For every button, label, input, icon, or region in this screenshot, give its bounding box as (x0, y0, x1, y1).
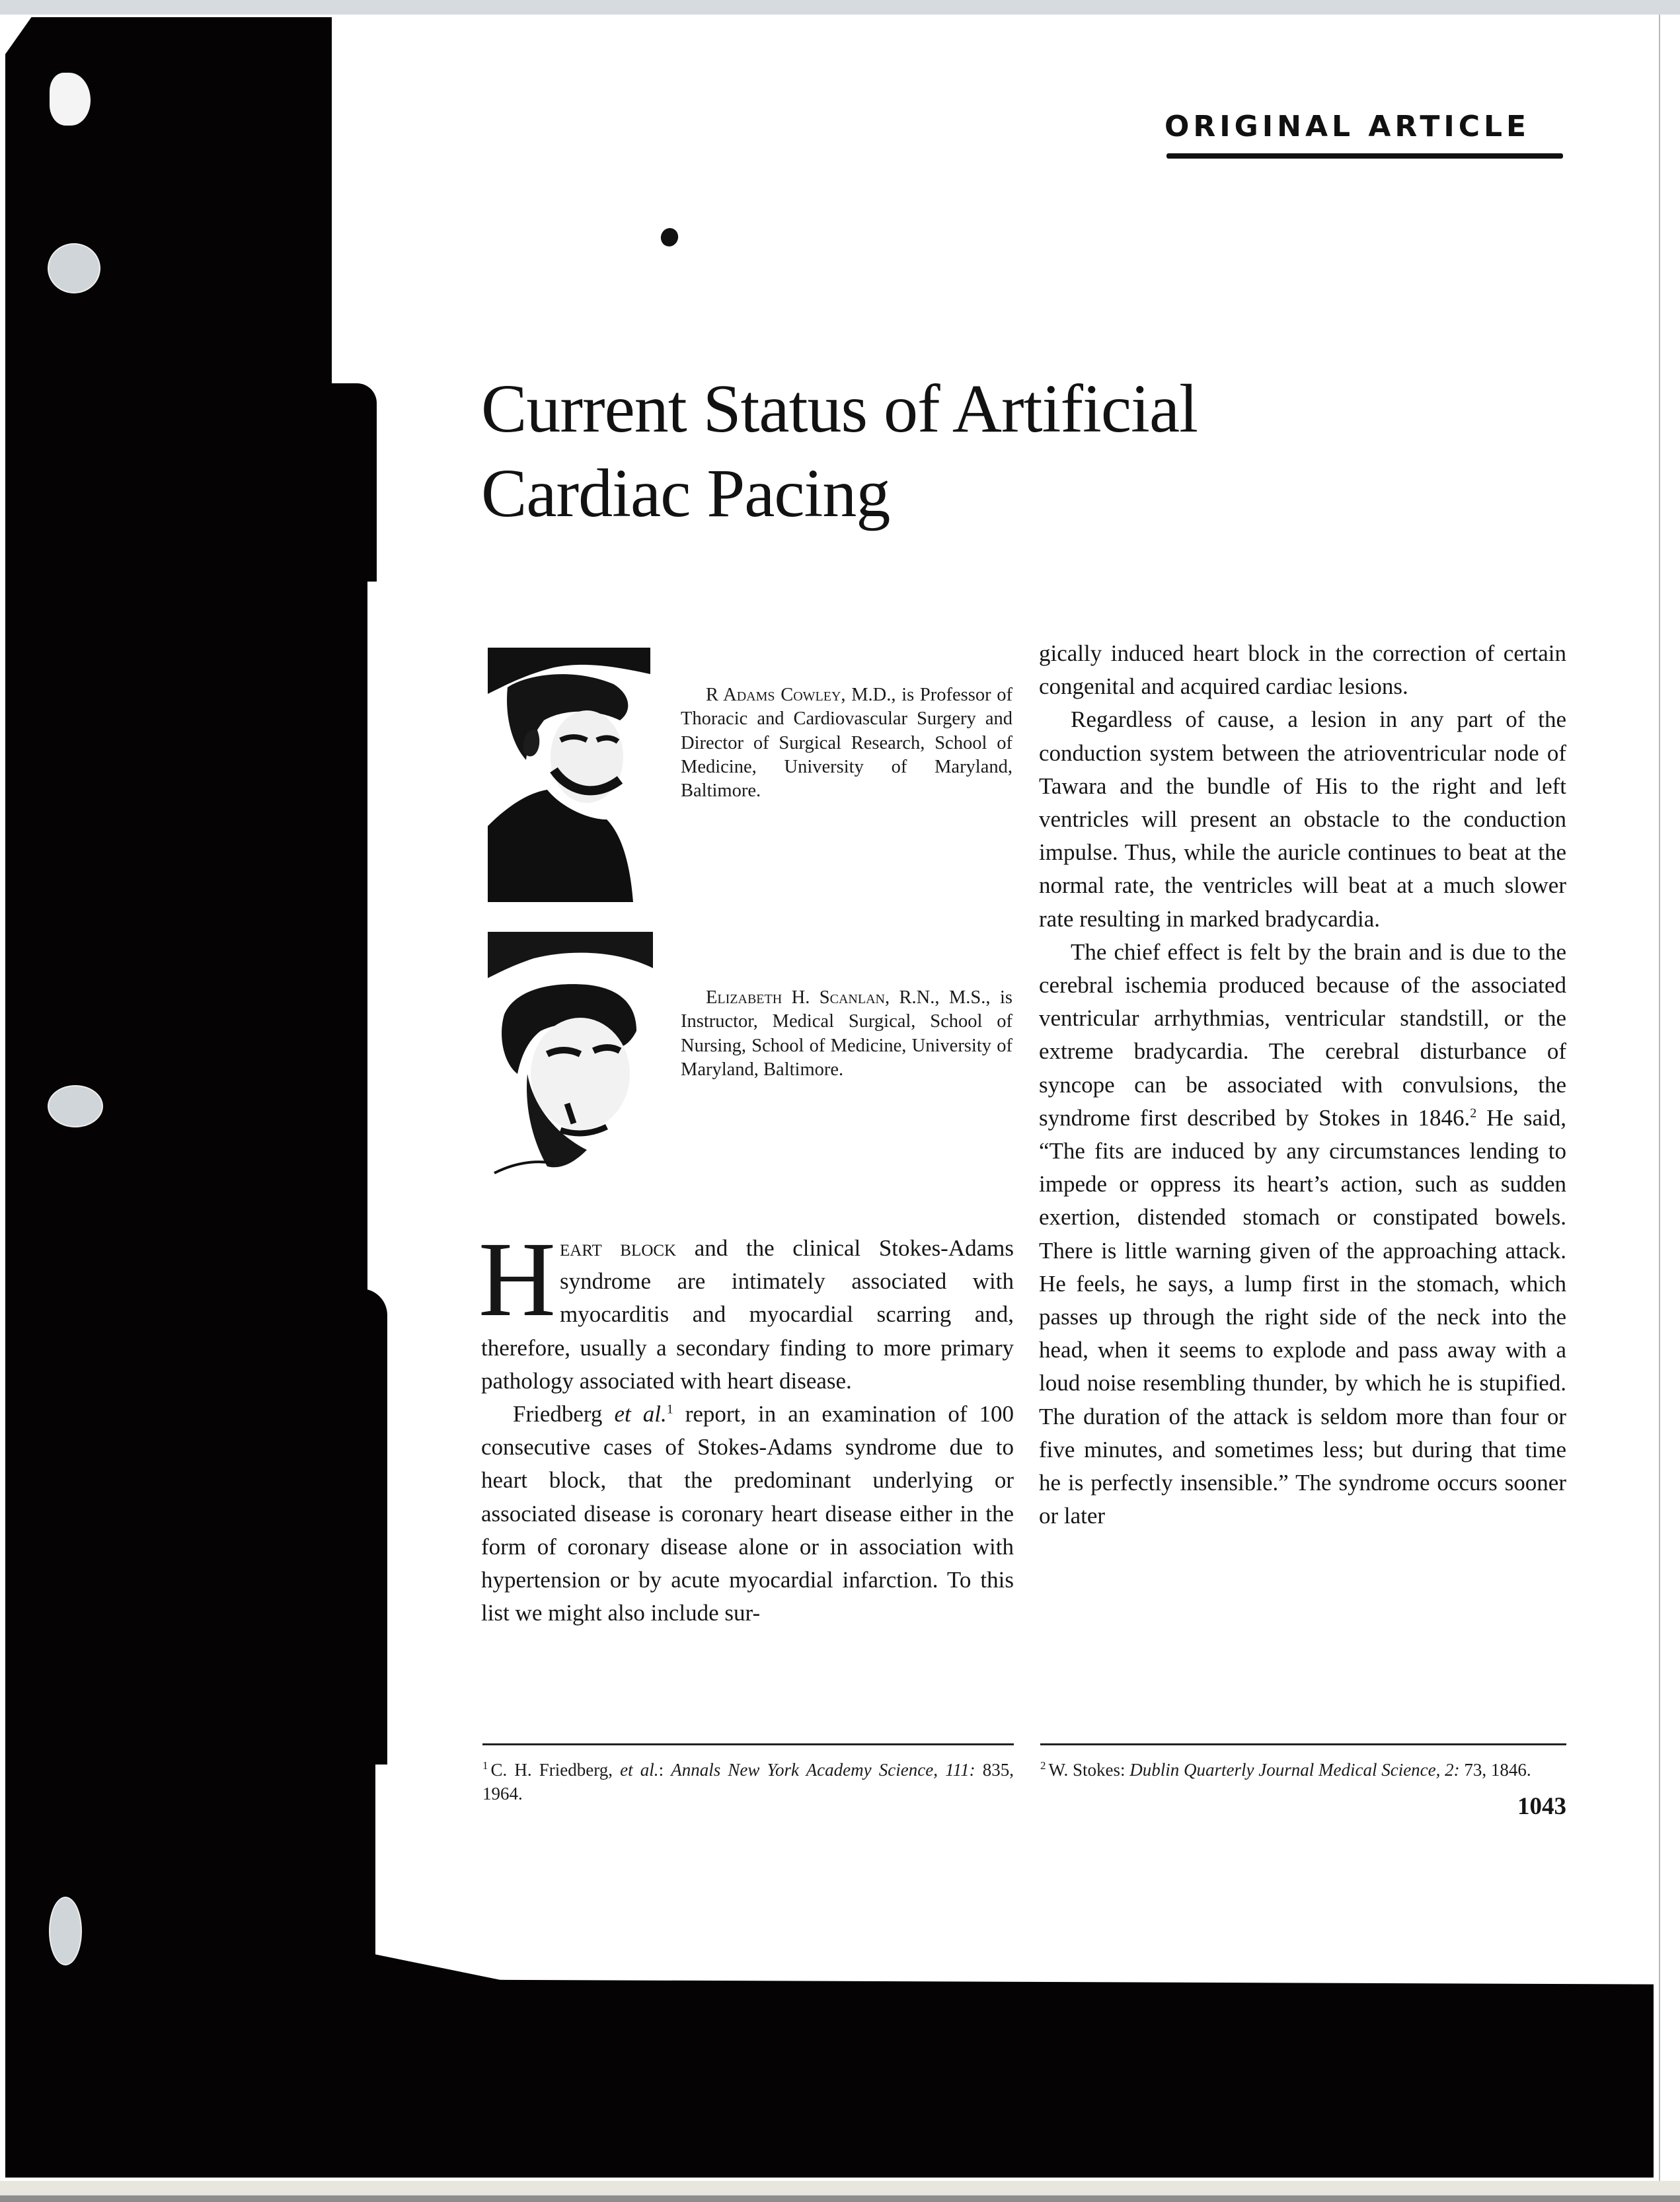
body-column-right (1039, 637, 1566, 1533)
body-paragraph: gically induced heart block in the correction of certain congenital and acquired cardiac lesions. (1039, 640, 1566, 700)
author-portrait-man-icon (488, 648, 650, 902)
page-edge-right (1659, 15, 1660, 2189)
author-bio-cowley (681, 683, 1012, 803)
footnote-text-italic: Annals New York Academy Science, 111: (671, 1760, 975, 1780)
body-paragraph (1039, 936, 1566, 1533)
footnote-rule-left (482, 1743, 1014, 1745)
footnote-text-italic: Dublin Quarterly Journal Medical Science, 2: (1129, 1760, 1460, 1780)
body-text: Friedberg (513, 1401, 615, 1427)
binding-margin-notch-lower (5, 1289, 387, 1765)
body-column-left (478, 1221, 1014, 1630)
scanner-bed-top (0, 0, 1680, 15)
body-text-italic: et al. (614, 1401, 667, 1427)
footnote-rule-right (1040, 1743, 1566, 1745)
binding-margin-middle (5, 568, 367, 1295)
footnote-text: C. H. Friedberg, (490, 1760, 621, 1780)
scan-speck (50, 73, 91, 126)
body-paragraph (481, 1398, 1014, 1630)
author-name: R Adams Cowley (706, 685, 841, 705)
scanner-bed-shadow (0, 2195, 1680, 2202)
binder-hole-bottom (49, 1897, 82, 1965)
ink-dot (658, 225, 681, 248)
author-credentials: , R.N., M.S., is Instructor, Medical Surgical, School of Nursing, School of Medicine, University of Maryland, Baltimore. (681, 987, 1012, 1080)
author-credentials: , M.D., is Professor of Thoracic and Cardiovascular Surgery and Director of Surgical Research, School of Medicine, University of Maryland, Baltimore. (681, 685, 1012, 802)
section-label-rule (1166, 153, 1563, 159)
binding-margin-bottom-band (5, 1953, 1654, 2178)
binder-hole-middle (48, 1085, 103, 1127)
binding-margin-notch-upper (5, 383, 377, 582)
author-portrait-woman-icon (488, 932, 653, 1180)
author-photo-cowley (488, 648, 650, 902)
footnote-text-italic: et al. (620, 1760, 659, 1780)
body-paragraph (478, 1221, 1014, 1398)
drop-cap: H (478, 1221, 556, 1339)
footnote-number: 1 (482, 1759, 488, 1772)
article-title-line-2: Cardiac Pacing (481, 455, 890, 531)
footnote-1 (482, 1758, 1014, 1805)
body-paragraph: Regardless of cause, a lesion in any part of the conduction system between the atrioventricular node of Tawara and the bundle of His to the right and left ventricles will present an obstacle to the conduction impulse. Thus, while the auricle continues to beat at the normal rate, the ventricles will beat at a much slower rate resulting in marked bradycardia. (1039, 706, 1566, 932)
body-text: He said, “The fits are induced by any circumstances lending to impede or oppress its heart’s action, such as sudden exertion, distended stomach or constipated bowels. There is little warning given of the approaching attack. He feels, he says, a lump first in the stomach, which passes up through the right side of the neck into the head, when it seems to explode and pass away with a loud noise resembling thunder, by which he is stupified. The duration of the attack is seldom more than four or five minutes, and sometimes less; but during that time he is perfectly insensible.” The syndrome occurs sooner or later (1039, 1104, 1566, 1529)
binding-margin-upper (5, 17, 332, 387)
author-bio-scanlan (681, 986, 1012, 1082)
footnote-number: 2 (1040, 1759, 1046, 1772)
footnote-ref-2[interactable]: 2 (1470, 1106, 1477, 1121)
author-photo-scanlan (488, 932, 653, 1180)
article-title (481, 367, 1198, 536)
footnote-text: : (658, 1760, 671, 1780)
binder-hole-top (48, 243, 100, 293)
author-name: Elizabeth H. Scanlan (706, 987, 885, 1008)
footnote-ref-1[interactable]: 1 (666, 1402, 673, 1417)
footnote-2 (1040, 1758, 1566, 1782)
section-label: ORIGINAL ARTICLE (1165, 110, 1531, 143)
body-text: The chief effect is felt by the brain and is due to the cerebral ischemia produced because of the associated ventricular arrhythmias, ventricular standstill, or the extreme bradycardia. The cerebral disturbance of syncope can be associated with convulsions, the syndrome first described by Stokes in 1846. (1039, 938, 1566, 1131)
article-title-line-1: Current Status of Artificial (481, 371, 1198, 447)
body-text: and the clinical Stokes-Adams syndrome are intimately associated with myocarditis and myocardial scarring and, therefore, usually a secondary finding to more primary pathology associated with heart disease. (481, 1235, 1014, 1394)
body-text: report, in an examination of 100 consecutive cases of Stokes-Adams syndrome due to heart block, that the predominant underlying or associated disease is coronary heart disease either in the form of coronary disease alone or in association with hypertension or by acute myocardial infarction. To this list we might also include sur- (481, 1401, 1014, 1626)
footnote-text: 73, 1846. (1459, 1760, 1531, 1780)
lead-in: eart block (560, 1235, 677, 1261)
page-number: 1043 (1517, 1793, 1566, 1820)
footnote-text: 835, 1964. (482, 1760, 1014, 1803)
footnote-text: W. Stokes: (1048, 1760, 1130, 1780)
